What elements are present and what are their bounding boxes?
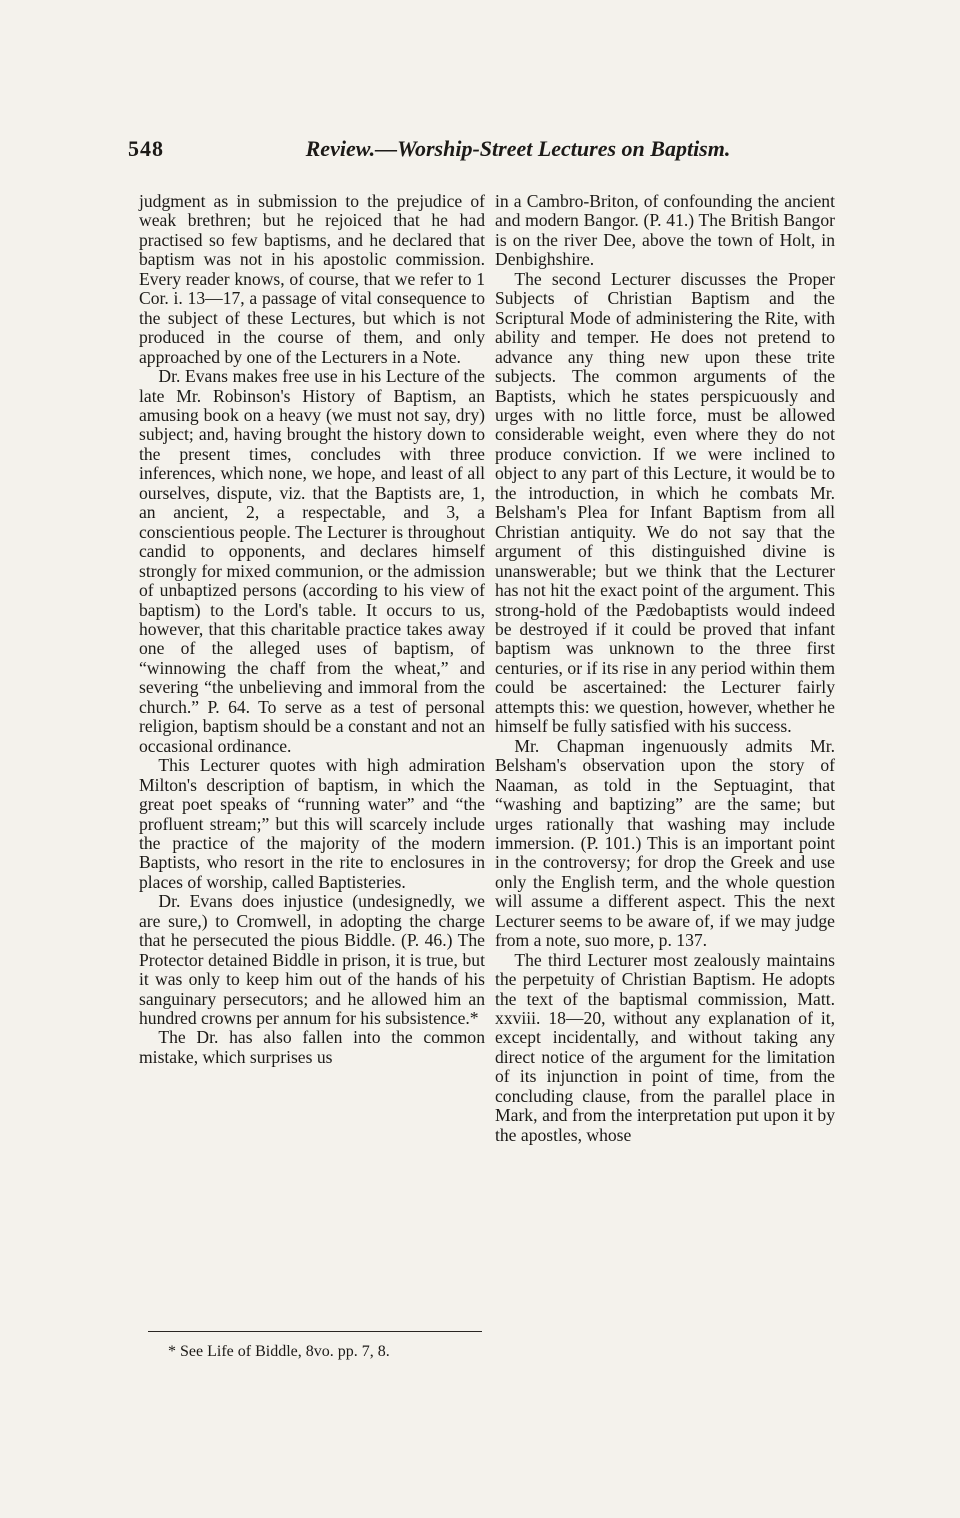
running-head (128, 136, 848, 170)
paragraph: Dr. Evans does injustice (undesignedly, we are sure,) to Cromwell, in adopting the charge that he persecuted the pious Biddle. (P. 46.) The Protector detained Biddle in prison, it is true, but it was only to keep him out of the hands of his sanguinary persecutors; and he allowed him an hundred crowns per annum for his subsistence.* (139, 891, 485, 1029)
footnote-rule (148, 1331, 482, 1332)
paragraph: The second Lecturer discusses the Proper Subjects of Christian Baptism and the Scriptural Mode of administering the Rite, with ability and temper. He does not pretend to advance any thing new upon these trite subjects. The common arguments of the Baptists, which he states perspicuously and urges with no little force, must be allowed considerable weight, even where they do not produce conviction. If we were inclined to object to any part of this Lecture, it would be to the introduction, in which he combats Mr. Belsham's Plea for Infant Baptism from all Christian antiquity. We do not say that the argument of this distinguished divine is unanswerable; but we think that the Lecturer has not hit the exact point of the argument. This strong-hold of the Pædobaptists would indeed be destroyed if it could be proved that infant baptism was unknown to the three first centuries, or if its rise in any period within them could be ascertained: the Lecturer fairly attempts this: we question, however, whether he himself be fully satisfied with his success. (495, 268, 835, 737)
footnote: * See Life of Biddle, 8vo. pp. 7, 8. (168, 1343, 390, 1360)
left-column (139, 192, 485, 1067)
paragraph: This Lecturer quotes with high admiration Milton's description of baptism, in which the great poet speaks of “running water” and “the profluent stream;” but this will scarcely include the practice of the majority of the modern Baptists, who resort in the rite to enclosures in places of worship, called Baptisteries. (139, 755, 485, 892)
page-number: 548 (128, 136, 164, 161)
right-column (495, 192, 835, 1145)
paragraph: The Dr. has also fallen into the common mistake, which surprises us (139, 1027, 485, 1067)
running-title: Review.—Worship-Street Lectures on Baptism. (305, 136, 731, 161)
paragraph: judgment as in submission to the prejudice of weak brethren; but he rejoiced that he had practised so few baptisms, and he declared that baptism was not in his apostolic commission. Every reader knows, of course, that we refer to 1 Cor. i. 13—17, a passage of vital consequence to the subject of these Lectures, but which is not produced in the course of them, and only approached by one of the Lecturers in a Note. (139, 191, 485, 367)
paragraph: Dr. Evans makes free use in his Lecture of the late Mr. Robinson's History of Baptism, an amusing book on a heavy (we must not say, dry) subject; and, having brought the history down to the present times, concludes with three inferences, which none, we hope, and least of all ourselves, dispute, viz. that the Baptists are, 1, an ancient, 2, a respectable, and 3, a conscientious people. The Lecturer is throughout candid to opponents, and declares himself strongly for mixed communion, or the admission of unbaptized persons (according to his view of baptism) to the Lord's table. It occurs to us, however, that this charitable practice takes away one of the alleged uses of baptism, of “winnowing the chaff from the wheat,” and severing “the unbelieving and immoral from the church.” P. 64. To serve as a test of personal religion, baptism should be a constant and not an occasional ordinance. (139, 366, 485, 756)
paragraph: Mr. Chapman ingenuously admits Mr. Belsham's observation upon the story of Naaman, as told in the Septuagint, that “washing and baptizing” are the same; but urges rationally that washing may include immersion. (P. 101.) This is an important point in the controversy; for drop the Greek and use only the English term, and the whole question will assume a different aspect. This the next Lecturer seems to be aware of, if we may judge from a note, suo more, p. 137. (495, 735, 835, 951)
paragraph: The third Lecturer most zealously maintains the perpetuity of Christian Baptism. He adopts the text of the baptismal commission, Matt. xxviii. 18—20, without any explanation of it, except incidentally, and without taking any direct notice of the argument for the limitation of its injunction in point of time, from the concluding clause, from the parallel place in Mark, and from the interpretation put upon it by the apostles, whose (495, 949, 835, 1145)
paragraph: in a Cambro-Briton, of confounding the ancient and modern Bangor. (P. 41.) The British Bangor is on the river Dee, above the town of Holt, in Denbighshire. (495, 191, 835, 270)
